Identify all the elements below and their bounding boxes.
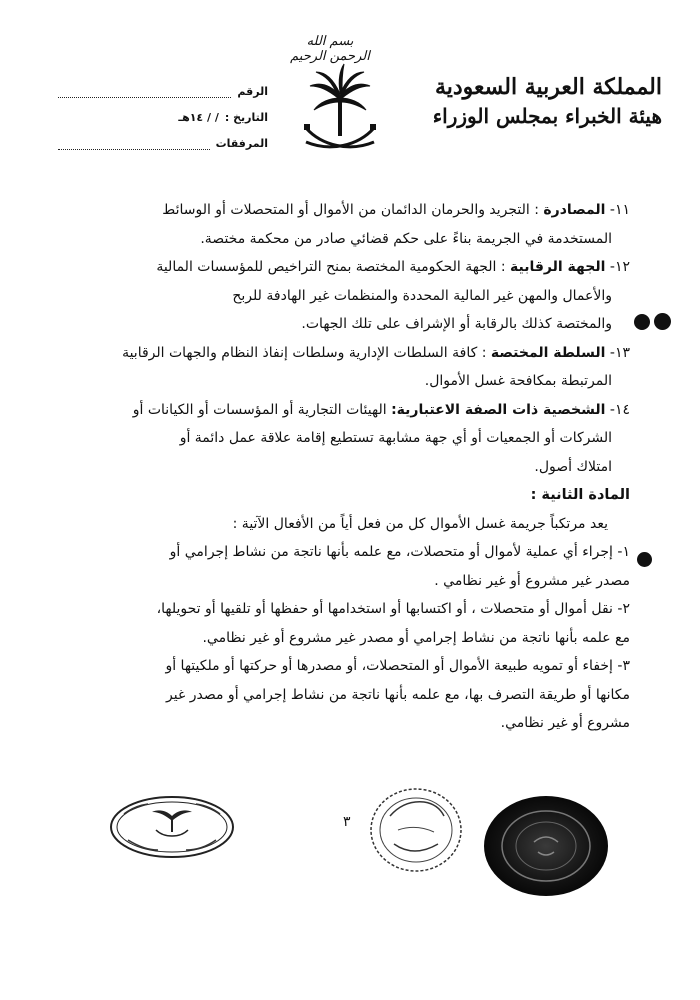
clause-number: ١٢-: [609, 259, 630, 275]
kingdom-name: المملكة العربية السعودية: [434, 74, 662, 100]
clause-term: الجهة الرقابية: [510, 259, 606, 275]
palm-swords-emblem-icon: [300, 62, 380, 157]
clause-13: [70, 339, 630, 368]
page-number: ٣: [343, 814, 351, 830]
clause-12: [70, 253, 630, 282]
article-item-2-line-2: مع علمه بأنها ناتجة من نشاط إجرامي أو مصدر غير مشروع أو غير نظامي.: [202, 629, 630, 646]
article-item-1: [70, 538, 630, 567]
attachments-line: [58, 137, 210, 150]
clause-term: الشخصية ذات الصفة الاعتبارية:: [391, 401, 606, 418]
clause-text: : التجريد والحرمان الدائمان من الأموال أو المتحصلات أو الوسائط: [162, 202, 539, 218]
document-body: [70, 196, 630, 738]
punch-hole: [654, 313, 671, 330]
article-item-3-line-2: مكانها أو طريقة التصرف بها، مع علمه بأنها ناتجة من نشاط إجرامي أو مصدر غير: [166, 686, 630, 703]
punch-hole: [634, 314, 650, 330]
letterhead: [432, 72, 662, 130]
clause-text: الهيئات التجارية أو المؤسسات أو الكيانات أو: [132, 401, 387, 418]
clause-number: ١٣-: [609, 344, 630, 361]
clause-term: السلطة المختصة: [490, 344, 606, 361]
clause-number: ١١-: [609, 202, 630, 218]
basmala: بسم الله الرحمن الرحيم: [290, 34, 370, 64]
clause-12-line-3: والمختصة كذلك بالرقابة أو الإشراف على تلك الجهات.: [301, 316, 612, 332]
date-value: / / ١٤هـ: [178, 111, 219, 124]
clause-text: : الجهة الحكومية المختصة بمنح التراخيص للمؤسسات المالية: [156, 259, 506, 275]
punch-hole: [637, 552, 652, 567]
attachments-label: المرفقات: [215, 137, 268, 150]
item-number: ١-: [617, 544, 630, 560]
clause-12-line-2: والأعمال والمهن غير المالية المحددة والمنظمات غير الهادفة للربح: [232, 287, 612, 304]
item-number: ٣-: [617, 658, 630, 674]
attachments-row: [58, 124, 268, 150]
article-item-1-line-2: مصدر غير مشروع أو غير نظامي .: [434, 572, 630, 589]
authority-name: هيئة الخبراء بمجلس الوزراء: [432, 104, 662, 128]
authority-seal-stamp: [368, 786, 464, 874]
reference-block: [58, 72, 268, 150]
date-row: [58, 98, 268, 124]
article-lead: يعد مرتكباً جريمة غسل الأموال كل من فعل أياً من الأفعال الآتية :: [232, 515, 608, 532]
clause-14: [70, 396, 630, 425]
item-number: ٢-: [617, 601, 630, 617]
clause-14-line-3: امتلاك أصول.: [534, 458, 612, 475]
item-text: إجراء أي عملية لأموال أو متحصلات، مع علمه بأنها ناتجة من نشاط إجرامي أو: [169, 544, 613, 560]
ref-label: الرقم: [237, 85, 268, 98]
date-label: التاريخ :: [224, 111, 268, 124]
article-item-3-line-3: مشروع أو غير نظامي.: [500, 715, 630, 731]
article-title: المادة الثانية :: [530, 487, 630, 503]
item-text: إخفاء أو تمويه طبيعة الأموال أو المتحصلات، أو مصدرها أو حركتها أو ملكيتها أو: [165, 658, 613, 674]
clause-13-line-2: المرتبطة بمكافحة غسل الأموال.: [424, 373, 612, 389]
ref-row: [58, 72, 268, 98]
item-text: نقل أموال أو متحصلات ، أو اكتسابها أو استخدامها أو حفظها أو تلقيها أو تحويلها،: [156, 601, 613, 617]
clause-term: المصادرة: [543, 202, 606, 218]
clause-11: [70, 196, 630, 225]
article-item-2: [70, 595, 630, 624]
clause-text: : كافة السلطات الإدارية وسلطات إنفاذ النظام والجهات الرقابية: [122, 344, 487, 361]
ministry-seal-stamp: [108, 794, 236, 860]
article-item-3: [70, 652, 630, 681]
clause-14-line-2: الشركات أو الجمعيات أو أي جهة مشابهة تستطيع إقامة علاقة عمل دائمة أو: [179, 430, 612, 446]
clause-11-line-2: المستخدمة في الجريمة بناءً على حكم قضائي صادر من محكمة مختصة.: [200, 230, 612, 247]
wax-seal-stamp: [482, 790, 610, 898]
clause-number: ١٤-: [609, 401, 630, 418]
ref-line: [58, 85, 231, 98]
